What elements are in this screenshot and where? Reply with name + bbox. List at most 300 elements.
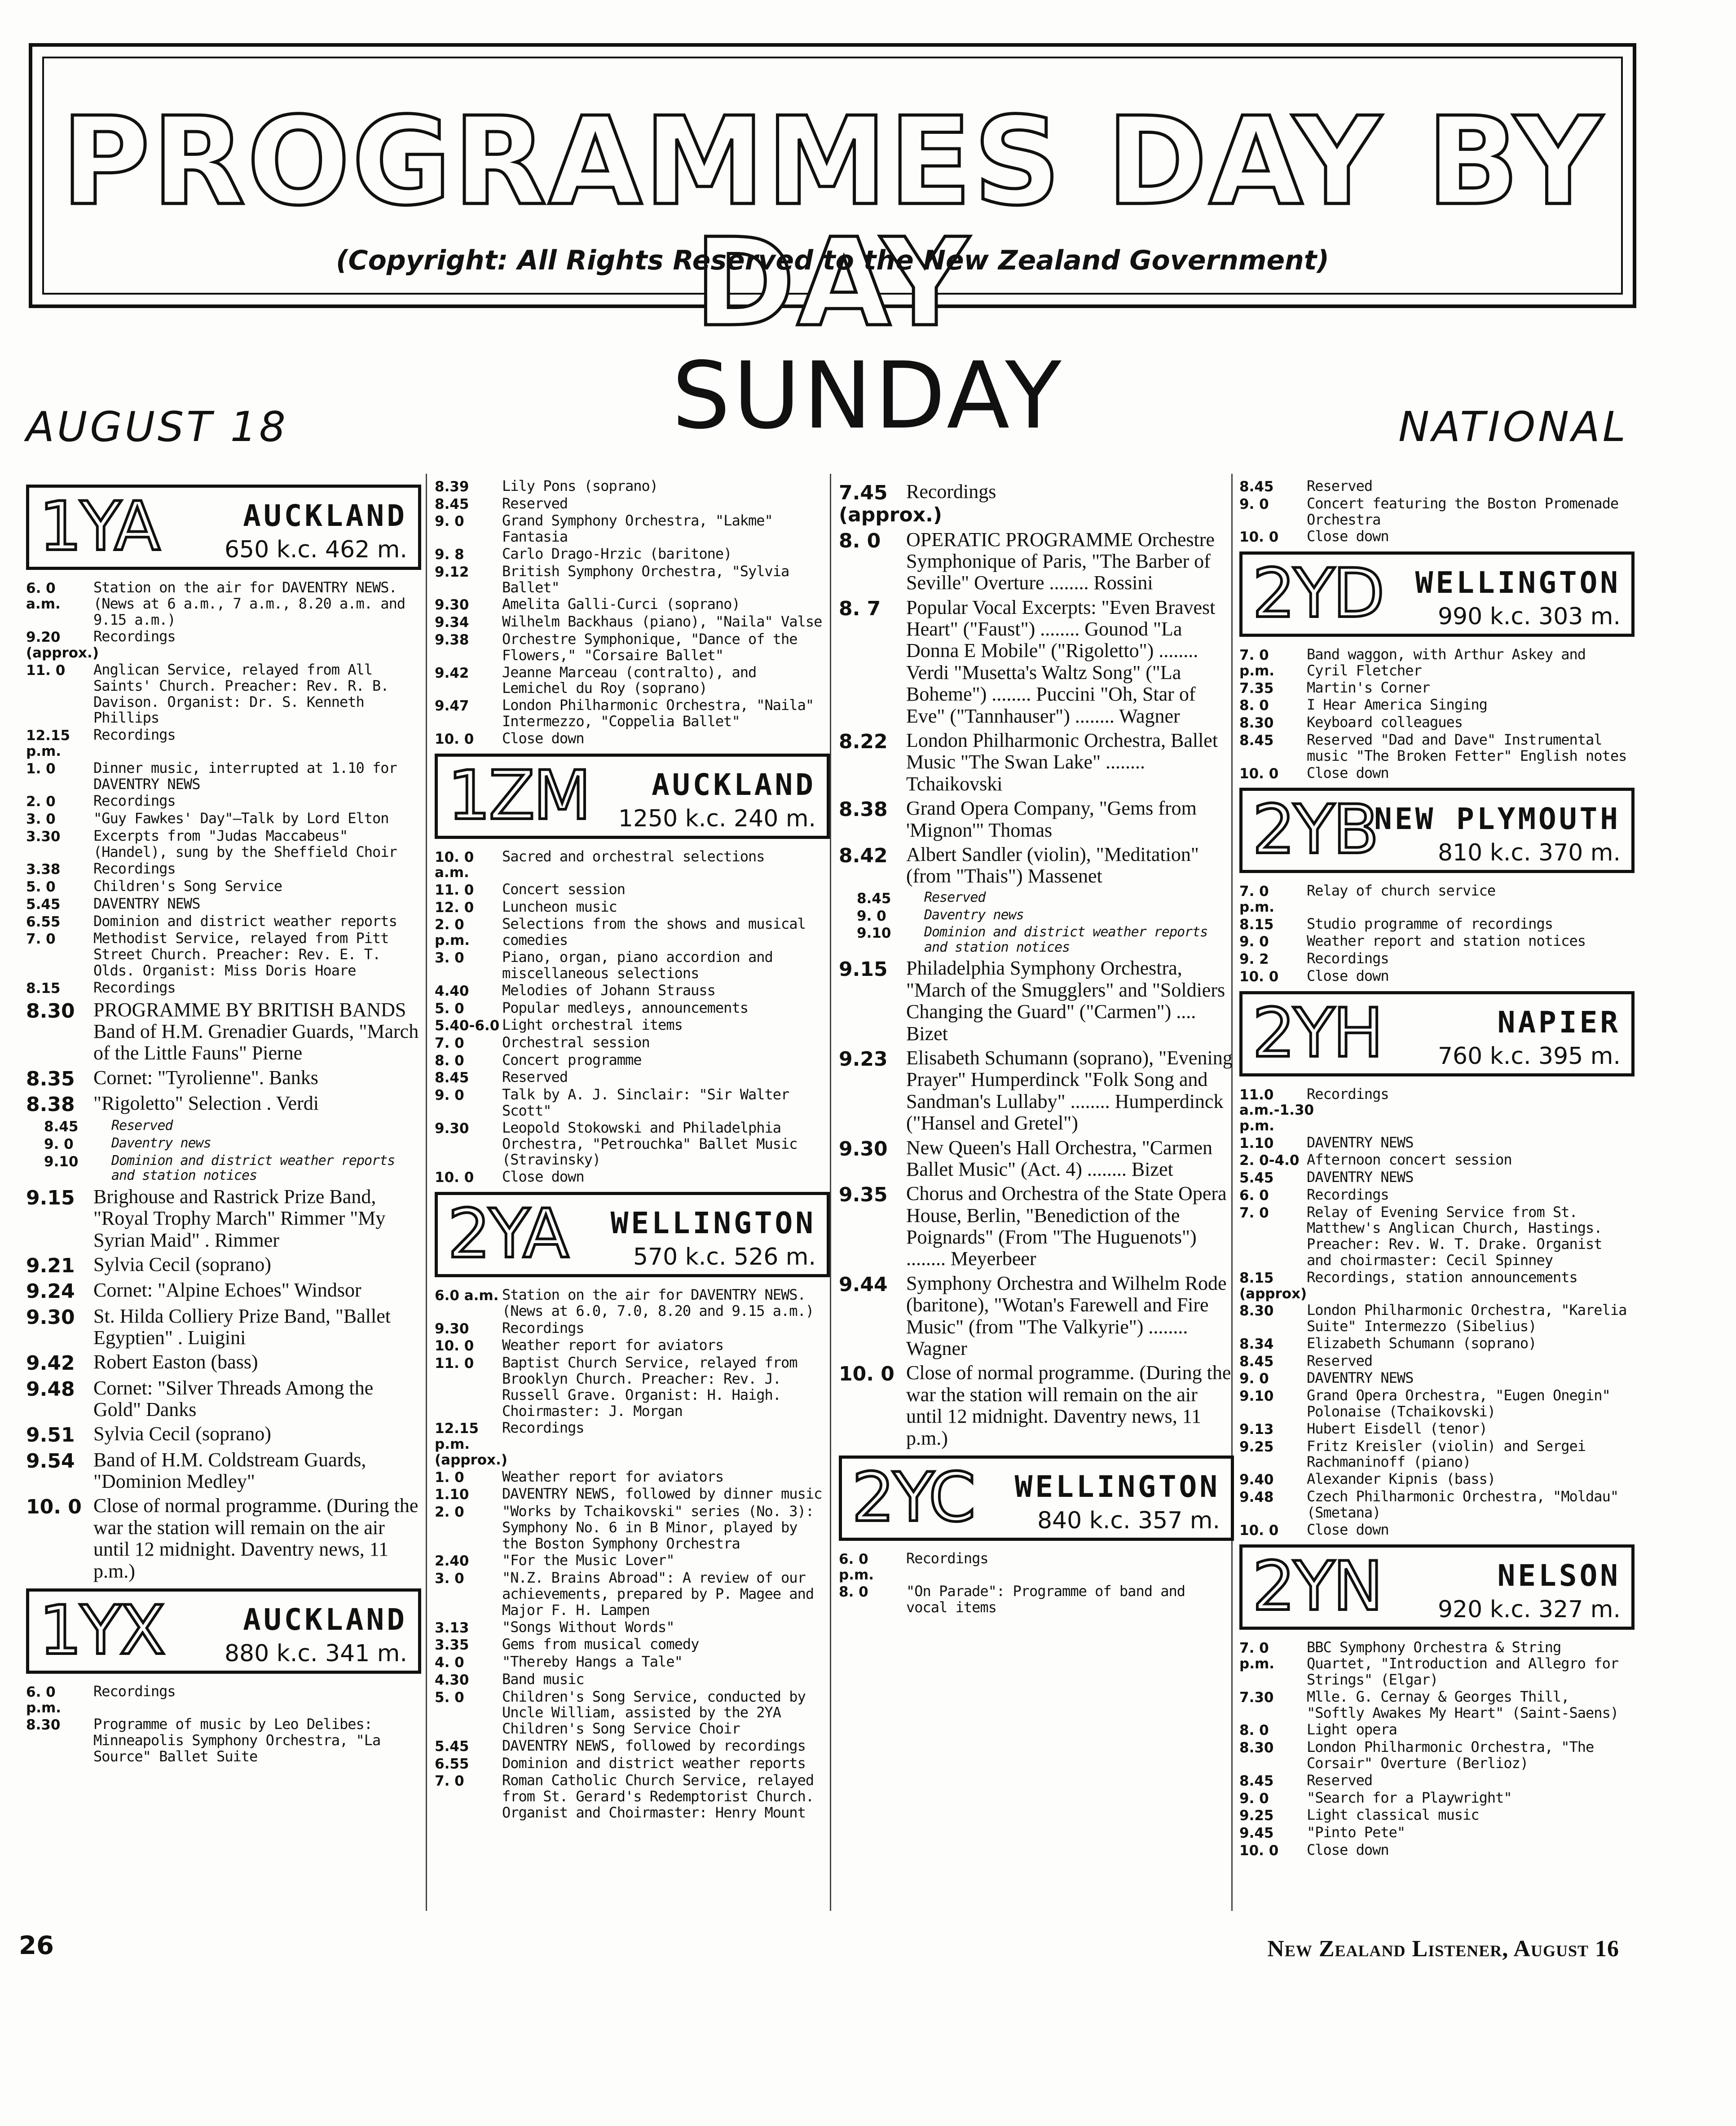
entry-description: Recordings: [93, 792, 176, 810]
entry-time: 10. 0: [1239, 529, 1279, 546]
station-frequency: 840 k.c. 357 m.: [1037, 1507, 1220, 1534]
entry-description: Concert session: [502, 881, 625, 898]
entry-time: 5. 0: [26, 879, 56, 895]
schedule-entry: [1239, 478, 1635, 495]
station-call-sign: 2YH: [1252, 994, 1382, 1072]
entry-time: 9.35: [839, 1183, 888, 1207]
schedule-entry: [435, 882, 830, 898]
schedule-entry: [26, 793, 421, 810]
entry-description: Robert Easton (bass): [93, 1351, 258, 1373]
schedule-entry: [1239, 1421, 1635, 1438]
entry-time: 10. 0: [435, 731, 474, 747]
entry-time: 8.30: [1239, 715, 1274, 732]
schedule-entry: [435, 478, 830, 495]
station-box-2yc: [839, 1456, 1234, 1541]
entry-time: 10. 0 a.m.: [435, 849, 474, 881]
schedule-entry: [1239, 732, 1635, 764]
schedule-entry: [1239, 1187, 1635, 1204]
entry-time: 8.22: [839, 730, 888, 754]
station-call-sign: 2YC: [852, 1459, 974, 1537]
schedule-entry: [26, 980, 421, 997]
schedule-entry: [1239, 1438, 1635, 1471]
station-box-1zm: [435, 754, 830, 839]
schedule-list: [435, 478, 830, 747]
entry-time: 9.23: [839, 1047, 888, 1071]
entry-description: Melodies of Johann Strauss: [502, 981, 715, 999]
schedule-entry: [435, 1337, 830, 1354]
entry-description: Reserved: [1307, 1352, 1373, 1369]
entry-time: 2. 0 p.m.: [435, 917, 470, 949]
entry-description: DAVENTRY NEWS, followed by recordings: [502, 1737, 806, 1754]
entry-description: Recordings: [93, 979, 176, 996]
schedule-entry: [26, 828, 421, 860]
network-heading: NATIONAL: [1398, 403, 1628, 451]
entry-time: 9. 8: [435, 547, 464, 563]
entry-time: 8.45: [1239, 1773, 1274, 1789]
entry-time: 10. 0: [1239, 1842, 1279, 1859]
entry-description: Recordings: [1307, 1186, 1389, 1203]
entry-description: Roman Catholic Church Service, relayed from St. Gerard's Redemptorist Church. Organist and Choirmaster: Henry Mount: [502, 1772, 814, 1822]
schedule-entry: [1239, 1773, 1635, 1789]
entry-time: 9.15: [839, 958, 888, 981]
schedule-entry: [26, 811, 421, 827]
entry-description: Leopold Stokowski and Philadelphia Orchestra, "Petrouchka" Ballet Music (Stravinsky): [502, 1119, 798, 1169]
entry-description: Weather report and station notices: [1307, 932, 1586, 950]
entry-description: Light orchestral items: [502, 1016, 683, 1034]
entry-description: London Philharmonic Orchestra, "Naila" Intermezzo, "Coppelia Ballet": [502, 697, 814, 730]
schedule-list: [839, 481, 1234, 887]
entry-time: 11. 0: [435, 1355, 474, 1372]
schedule-entry: [435, 1000, 830, 1017]
entry-time: 5.45: [1239, 1170, 1274, 1187]
schedule-entry: [435, 614, 830, 631]
schedule-entry: [1239, 1471, 1635, 1488]
entry-time: 4.40: [435, 983, 469, 999]
station-box-1ya: [26, 485, 421, 570]
entry-time: 7.30: [1239, 1689, 1274, 1706]
entry-time: 9.12: [435, 564, 469, 580]
schedule-entry: [26, 878, 421, 895]
entry-time: 7. 0 p.m.: [1239, 647, 1275, 679]
entry-description: London Philharmonic Orchestra, "The Corsair" Overture (Berlioz): [1307, 1738, 1594, 1772]
entry-time: 9.30: [26, 1306, 75, 1329]
schedule-entry: [1239, 1388, 1635, 1420]
schedule-entry: [1239, 529, 1635, 545]
entry-description: Reserved: [924, 889, 986, 905]
entry-time: 4.30: [435, 1672, 469, 1688]
schedule-entry: [1239, 1522, 1635, 1539]
station-frequency: 880 k.c. 341 m.: [224, 1640, 407, 1667]
schedule-list: [26, 1118, 421, 1183]
schedule-entry: [1239, 496, 1635, 528]
schedule-entry: [435, 849, 830, 881]
entry-description: Philadelphia Symphony Orchestra, "March of the Smugglers" and "Soldiers Changing the Guard" ("Carmen") .... Bizet: [906, 957, 1225, 1045]
schedule-entry: [435, 1486, 830, 1503]
entry-description: Close down: [502, 1168, 584, 1186]
schedule-entry: [839, 957, 1234, 1045]
entry-time: 9.21: [26, 1254, 75, 1277]
schedule-entry: [1239, 1169, 1635, 1186]
entry-description: Sylvia Cecil (soprano): [93, 1253, 271, 1275]
entry-description: Cornet: "Silver Threads Among the Gold" Danks: [93, 1376, 374, 1420]
entry-time: 8. 7: [839, 597, 881, 620]
entry-time: 10. 0: [1239, 968, 1279, 985]
schedule-list: [26, 1684, 421, 1765]
schedule-entry: [1239, 1336, 1635, 1352]
entry-time: 9. 0: [1239, 496, 1269, 512]
entry-description: St. Hilda Colliery Prize Band, "Ballet Egyptien" . Luigini: [93, 1305, 391, 1349]
schedule-entry: [839, 798, 1234, 841]
station-box-2yh: [1239, 991, 1635, 1076]
schedule-entry: [1239, 933, 1635, 950]
column-1: [26, 478, 421, 1766]
entry-description: Weather report for aviators: [502, 1468, 724, 1485]
entry-description: Station on the air for DAVENTRY NEWS. (News at 6 a.m., 7 a.m., 8.20 a.m. and 9.15 a.m.): [93, 579, 405, 628]
entry-time: 8.30: [26, 999, 75, 1023]
entry-time: 9.42: [26, 1352, 75, 1375]
entry-description: Dominion and district weather reports: [93, 912, 397, 930]
entry-description: Afternoon concert session: [1307, 1151, 1512, 1169]
station-call-sign: 2YN: [1252, 1548, 1382, 1626]
title-banner: [29, 43, 1636, 353]
entry-time: 8.38: [26, 1093, 75, 1116]
entry-description: Chorus and Orchestra of the State Opera House, Berlin, "Benediction of the Poignards" (From "The Huguenots") ........ Meyerbeer: [906, 1182, 1227, 1270]
entry-description: Children's Song Service, conducted by Uncle William, assisted by the 2YA Children's Song Service Choir: [502, 1688, 806, 1738]
schedule-entry: [1239, 951, 1635, 967]
entry-description: Anglican Service, relayed from All Saints' Church. Preacher: Rev. R. B. Davison. Organist: Dr. S. Kenneth Phillips: [93, 661, 389, 727]
station-call-sign: 1ZM: [448, 756, 590, 835]
entry-time: 1. 0: [435, 1469, 464, 1486]
schedule-entry: [26, 913, 421, 930]
schedule-entry: [26, 727, 421, 759]
entry-time: 9. 0: [44, 1136, 74, 1152]
column-divider: [830, 474, 831, 1911]
entry-time: 8.15: [26, 980, 61, 997]
copyright-notice: (Copyright: All Rights Reserved to the New Zealand Government): [336, 245, 1329, 276]
station-frequency: 920 k.c. 327 m.: [1437, 1596, 1621, 1623]
schedule-entry: [26, 1449, 421, 1493]
entry-time: 8.45: [1239, 479, 1274, 495]
entry-description: "For the Music Lover": [502, 1552, 674, 1569]
schedule-entry: [839, 481, 1234, 526]
entry-time: 8.45: [435, 496, 469, 512]
schedule-entry: [839, 597, 1234, 727]
entry-description: Close down: [1307, 967, 1389, 984]
entry-description: Reserved: [1307, 1771, 1373, 1789]
entry-time: 9.48: [1239, 1489, 1274, 1505]
entry-description: Reserved: [1307, 477, 1373, 494]
schedule-entry: [26, 1306, 421, 1349]
station-call-sign: 2YD: [1252, 555, 1383, 633]
entry-time: 5. 0: [435, 1689, 464, 1706]
schedule-entry: [1239, 1086, 1635, 1134]
schedule-entry: [435, 1420, 830, 1468]
entry-description: Sylvia Cecil (soprano): [93, 1423, 271, 1445]
schedule-entry: [857, 890, 1234, 907]
station-frequency: 570 k.c. 526 m.: [633, 1243, 816, 1270]
station-call-sign: 1YX: [39, 1591, 164, 1670]
schedule-entry: [1239, 1270, 1635, 1301]
entry-time: 3.35: [435, 1637, 469, 1654]
column-3: [839, 478, 1234, 1617]
entry-time: 3.13: [435, 1619, 469, 1636]
day-heading: SUNDAY: [672, 343, 1064, 450]
schedule-list: [1239, 1640, 1635, 1858]
schedule-entry: [435, 665, 830, 697]
column-4: [1239, 478, 1635, 1859]
schedule-entry: [1239, 1640, 1635, 1688]
entry-description: OPERATIC PROGRAMME Orchestre Symphonique of Paris, "The Barber of Seville" Overture ........ Rossini: [906, 528, 1215, 594]
schedule-entry: [1239, 680, 1635, 697]
station-box-2yb: [1239, 788, 1635, 873]
schedule-entry: [26, 1186, 421, 1251]
schedule-entry: [435, 916, 830, 948]
entry-description: British Symphony Orchestra, "Sylvia Ballet": [502, 562, 789, 596]
entry-description: Popular Vocal Excerpts: "Even Bravest Heart" ("Faust") ........ Gounod "La Donna E Mobile" ("Rigoletto") ........ Verdi "Musetta's Waltz Song" ("La Boheme") ........ Puccini "Oh, Star of Eve" ("Tannhauser") ........ Wagner: [906, 596, 1216, 727]
schedule-entry: [26, 760, 421, 793]
schedule-entry: [839, 1047, 1234, 1134]
entry-time: 9. 2: [1239, 951, 1269, 968]
entry-description: Weather report for aviators: [502, 1336, 724, 1354]
entry-description: Recordings: [906, 481, 996, 503]
entry-description: Elisabeth Schumann (soprano), "Evening Prayer" Humperdinck "Folk Song and Sandman's Lullaby" ........ Humperdinck ("Hansel and Gretel"): [906, 1046, 1233, 1134]
schedule-entry: [1239, 1790, 1635, 1807]
entry-time: 8.45: [1239, 732, 1274, 749]
entry-description: Band waggon, with Arthur Askey and Cyril Fletcher: [1307, 646, 1586, 679]
entry-description: Light classical music: [1307, 1806, 1479, 1824]
station-frequency: 990 k.c. 303 m.: [1437, 603, 1621, 631]
schedule-entry: [26, 1684, 421, 1716]
entry-description: Daventry news: [924, 907, 1024, 923]
entry-description: Reserved: [502, 494, 568, 512]
entry-description: Cornet: "Alpine Echoes" Windsor: [93, 1279, 361, 1301]
schedule-entry: [1239, 1302, 1635, 1335]
entry-description: Concert featuring the Boston Promenade Orchestra: [1307, 494, 1619, 528]
entry-time: 8.45: [1239, 1353, 1274, 1370]
entry-description: Mlle. G. Cernay & Georges Thill, "Softly Awakes My Heart" (Saint-Saens): [1307, 1688, 1619, 1721]
entry-description: Close down: [1307, 764, 1389, 781]
entry-description: Cornet: "Tyrolienne". Banks: [93, 1066, 318, 1089]
entry-description: Concert programme: [502, 1051, 642, 1068]
schedule-entry: [435, 1636, 830, 1653]
entry-time: 2.40: [435, 1553, 469, 1570]
column-divider: [426, 474, 427, 1911]
entry-time: 7. 0 p.m.: [1239, 883, 1275, 915]
entry-description: BBC Symphony Orchestra & String Quartet, "Introduction and Allegro for Strings" (Elgar): [1307, 1639, 1619, 1688]
entry-time: 9.38: [435, 631, 469, 648]
schedule-entry: [435, 1689, 830, 1737]
entry-time: 9.48: [26, 1377, 75, 1401]
entry-time: 6. 0 a.m.: [26, 580, 61, 612]
entry-time: 9.20 (approx.): [26, 629, 99, 662]
entry-time: 9. 0: [1239, 1790, 1269, 1807]
schedule-entry: [839, 1273, 1234, 1360]
entry-time: 5. 0: [435, 1000, 464, 1017]
entry-description: Light opera: [1307, 1721, 1397, 1738]
schedule-entry: [435, 1672, 830, 1688]
entry-time: 2. 0: [435, 1504, 464, 1520]
entry-description: Alexander Kipnis (bass): [1307, 1470, 1496, 1488]
entry-time: 7. 0 p.m.: [1239, 1640, 1275, 1672]
entry-description: Recordings, station announcements: [1307, 1268, 1577, 1286]
entry-time: 10. 0: [1239, 1522, 1279, 1539]
schedule-entry: [26, 662, 421, 726]
entry-description: Symphony Orchestra and Wilhelm Rode (baritone), "Wotan's Farewell and Fire Music" (from "The Valkyrie") ........ Wagner: [906, 1272, 1227, 1360]
entry-time: 12.15 p.m. (approx.): [435, 1420, 507, 1468]
entry-description: "N.Z. Brains Abroad": A review of our achievements, prepared by P. Magee and Major F. H. Lampen: [502, 1569, 814, 1619]
entry-time: 9.10: [857, 925, 891, 942]
entry-description: London Philharmonic Orchestra, "Karelia Suite" Intermezzo (Sibelius): [1307, 1301, 1627, 1335]
entry-description: Studio programme of recordings: [1307, 915, 1553, 932]
entry-description: Close of normal programme. (During the war the station will remain on the air until 12 midnight. Daventry news, 11 p.m.): [906, 1362, 1231, 1449]
schedule-entry: [435, 1355, 830, 1419]
schedule-list: [26, 1186, 421, 1582]
schedule-entry: [839, 1583, 1234, 1616]
entry-description: Dominion and district weather reports and station notices: [111, 1152, 395, 1184]
schedule-entry: [1239, 1489, 1635, 1521]
entry-time: 11.0 a.m.-1.30 p.m.: [1239, 1086, 1314, 1134]
entry-time: 8.30: [1239, 1740, 1274, 1756]
entry-description: Dominion and district weather reports and station notices: [924, 924, 1208, 955]
entry-time: 10. 0: [1239, 765, 1279, 782]
schedule-list: [839, 957, 1234, 1449]
schedule-entry: [1239, 968, 1635, 985]
entry-time: 12.15 p.m.: [26, 728, 70, 759]
schedule-entry: [435, 1504, 830, 1552]
entry-time: 9. 0: [435, 1087, 464, 1104]
schedule-entry: [435, 496, 830, 512]
schedule-entry: [1239, 1739, 1635, 1772]
schedule-entry: [26, 999, 421, 1064]
entry-description: PROGRAMME BY BRITISH BANDS Band of H.M. Grenadier Guards, "March of the Little Fauns" Pierne: [93, 998, 419, 1064]
entry-time: 8.15: [1239, 916, 1274, 933]
station-city: AUCKLAND: [652, 767, 816, 802]
entry-description: Recordings: [93, 726, 176, 744]
schedule-entry: [1239, 916, 1635, 933]
entry-time: 8.30: [1239, 1303, 1274, 1319]
entry-time: 8.38: [839, 798, 888, 821]
schedule-entry: [1239, 1842, 1635, 1859]
entry-time: 9. 0: [1239, 1371, 1269, 1387]
entry-description: Wilhelm Backhaus (piano), "Naila" Valse: [502, 613, 822, 631]
schedule-entry: [1239, 1807, 1635, 1824]
entry-time: 8.35: [26, 1067, 75, 1090]
schedule-entry: [26, 861, 421, 878]
schedule-entry: [839, 844, 1234, 887]
entry-time: 7. 0: [26, 931, 56, 948]
schedule-entry: [839, 1137, 1234, 1181]
entry-description: "Rigoletto" Selection . Verdi: [93, 1092, 319, 1114]
schedule-entry: [26, 1351, 421, 1374]
schedule-entry: [1239, 1353, 1635, 1370]
entry-description: "On Parade": Programme of band and vocal items: [906, 1583, 1185, 1616]
station-city: WELLINGTON: [1415, 565, 1621, 600]
entry-description: Close down: [1307, 1521, 1389, 1538]
schedule-entry: [435, 1738, 830, 1755]
entry-time: 6.0 a.m.: [435, 1287, 499, 1304]
schedule-list: [435, 1287, 830, 1821]
station-city: AUCKLAND: [243, 1602, 407, 1637]
schedule-entry: [435, 1069, 830, 1086]
station-call-sign: 2YA: [448, 1195, 568, 1273]
entry-time: 9.10: [44, 1153, 79, 1170]
entry-description: Band of H.M. Coldstream Guards, "Dominion Medley": [93, 1448, 366, 1493]
entry-time: 2. 0-4.0: [1239, 1152, 1300, 1169]
entry-description: Grand Opera Orchestra, "Eugen Onegin" Polonaise (Tchaikovski): [1307, 1387, 1610, 1420]
schedule-entry: [435, 1035, 830, 1051]
schedule-entry: [26, 1254, 421, 1277]
schedule-list: [26, 580, 421, 997]
entry-description: Recordings: [502, 1319, 584, 1336]
schedule-entry: [26, 896, 421, 913]
schedule-entry: [435, 1120, 830, 1168]
schedule-entry: [435, 1087, 830, 1119]
schedule-entry: [1239, 1689, 1635, 1721]
schedule-entry: [1239, 697, 1635, 714]
entry-time: 7. 0: [1239, 1204, 1269, 1221]
station-city: NELSON: [1497, 1558, 1621, 1593]
entry-description: Reserved: [502, 1068, 568, 1086]
entry-description: DAVENTRY NEWS: [93, 895, 200, 912]
entry-time: 9.42: [435, 665, 469, 681]
entry-description: Methodist Service, relayed from Pitt Street Church. Preacher: Rev. E. T. Olds. Organist: Miss Doris Hoare: [93, 930, 389, 979]
entry-description: Reserved "Dad and Dave" Instrumental music "The Broken Fetter" English notes: [1307, 731, 1627, 764]
entry-description: Czech Philharmonic Orchestra, "Moldau" (Smetana): [1307, 1487, 1619, 1521]
schedule-entry: [839, 1551, 1234, 1583]
schedule-entry: [435, 1755, 830, 1772]
station-city: WELLINGTON: [610, 1205, 816, 1240]
station-call-sign: 2YB: [1252, 791, 1377, 869]
entry-time: 2. 0: [26, 794, 56, 810]
entry-time: 9. 0: [1239, 934, 1269, 950]
entry-description: Grand Opera Company, "Gems from 'Mignon'" Thomas: [906, 797, 1197, 841]
entry-description: Relay of church service: [1307, 882, 1496, 900]
entry-time: 7.45 (approx.): [839, 481, 942, 527]
entry-description: Orchestral session: [502, 1033, 650, 1051]
entry-time: 3. 0: [435, 1570, 464, 1587]
entry-description: Relay of Evening Service from St. Matthew's Anglican Church, Hastings. Preacher: Rev. W. T. Drake. Organist and choirmaster: Cecil Spinney: [1307, 1203, 1602, 1269]
entry-description: Baptist Church Service, relayed from Brooklyn Church. Preacher: Rev. J. Russell Grave. Organist: H. Haigh. Choirmaster: J. Morgan: [502, 1354, 798, 1420]
entry-description: "Songs Without Words": [502, 1618, 674, 1636]
schedule-entry: [435, 631, 830, 664]
entry-description: Gems from musical comedy: [502, 1636, 699, 1653]
entry-time: 8.15 (approx): [1239, 1270, 1307, 1302]
schedule-entry: [1239, 765, 1635, 782]
entry-time: 8. 0: [1239, 1722, 1269, 1739]
entry-time: 7. 0: [435, 1035, 464, 1051]
schedule-entry: [1239, 883, 1635, 915]
entry-time: 6.55: [26, 913, 61, 930]
schedule-entry: [839, 1362, 1234, 1449]
schedule-list: [1239, 883, 1635, 984]
schedule-entry: [1239, 647, 1635, 679]
entry-time: 8.30: [26, 1717, 61, 1733]
entry-time: 6. 0 p.m.: [26, 1684, 62, 1716]
schedule-entry: [26, 1377, 421, 1421]
entry-time: 8.45: [44, 1119, 79, 1135]
entry-description: Recordings: [93, 860, 176, 878]
column-2: [435, 478, 830, 1822]
station-frequency: 650 k.c. 462 m.: [224, 536, 407, 563]
schedule-list: [1239, 647, 1635, 781]
schedule-entry: [26, 1279, 421, 1302]
entry-time: 8.42: [839, 844, 888, 867]
entry-description: "Guy Fawkes' Day"—Talk by Lord Elton: [93, 810, 389, 827]
entry-time: 9.25: [1239, 1808, 1274, 1824]
entry-time: 3. 0: [435, 950, 464, 966]
entry-description: Grand Symphony Orchestra, "Lakme" Fantasia: [502, 512, 773, 546]
entry-description: Brighouse and Rastrick Prize Band, "Royal Trophy March" Rimmer "My Syrian Maid" . Rimmer: [93, 1185, 386, 1251]
